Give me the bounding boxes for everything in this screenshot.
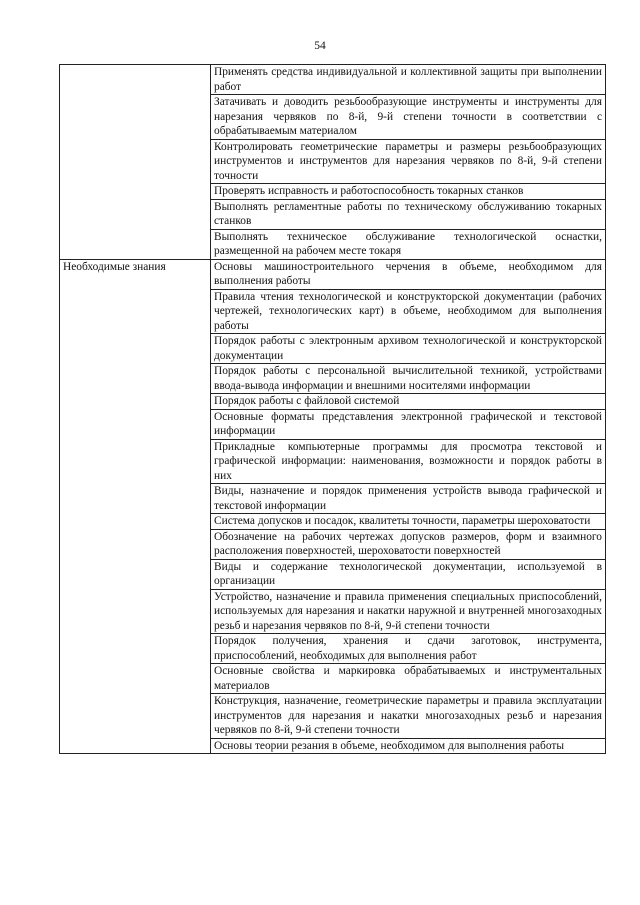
- page-number: 54: [314, 40, 326, 52]
- table-row: [60, 259, 606, 289]
- table-cell: Виды, назначение и порядок применения устройств вывода графической и текстовой информации: [211, 484, 606, 514]
- group-label-knowledge: Необходимые знания: [60, 259, 211, 754]
- table-cell: Контролировать геометрические параметры и размеры резьбообразующих инструментов и инструментов для нарезания червяков по 8-й, 9-й степени точности: [211, 139, 606, 184]
- table-cell: Система допусков и посадок, квалитеты точности, параметры шероховатости: [211, 514, 606, 530]
- table-cell: Порядок работы с персональной вычислительной техникой, устройствами ввода-вывода информации и внешними носителями информации: [211, 364, 606, 394]
- table-cell: Устройство, назначение и правила применения специальных приспособлений, используемых для нарезания и накатки наружной и внутренней многозаходных резьб и нарезания червяков по 8-й, 9-й степени точности: [211, 589, 606, 634]
- table-cell: Основные свойства и маркировка обрабатываемых и инструментальных материалов: [211, 664, 606, 694]
- table-cell: Основные форматы представления электронной графической и текстовой информации: [211, 409, 606, 439]
- table-row: [60, 65, 606, 95]
- requirements-table: [59, 64, 606, 754]
- table-cell: Порядок работы с файловой системой: [211, 394, 606, 410]
- table-cell: Применять средства индивидуальной и коллективной защиты при выполнении работ: [211, 65, 606, 95]
- table-cell: Выполнять техническое обслуживание технологической оснастки, размещенной на рабочем месте токаря: [211, 229, 606, 259]
- table-cell: Основы машиностроительного черчения в объеме, необходимом для выполнения работы: [211, 259, 606, 289]
- table-cell: Выполнять регламентные работы по техническому обслуживанию токарных станков: [211, 199, 606, 229]
- table-cell: Проверять исправность и работоспособность токарных станков: [211, 184, 606, 200]
- table-cell: Правила чтения технологической и конструкторской документации (рабочих чертежей, технологических карт) в объеме, необходимом для выполнения работы: [211, 289, 606, 334]
- table-cell: Виды и содержание технологической документации, используемой в организации: [211, 559, 606, 589]
- table-cell: Основы теории резания в объеме, необходимом для выполнения работы: [211, 738, 606, 754]
- group-label-empty: [60, 65, 211, 260]
- table-cell: Порядок получения, хранения и сдачи заготовок, инструмента, приспособлений, необходимых для выполнения работ: [211, 634, 606, 664]
- table-cell: Конструкция, назначение, геометрические параметры и правила эксплуатации инструментов для нарезания и накатки многозаходных резьб и нарезания червяков по 8-й, 9-й степени точности: [211, 694, 606, 739]
- table-cell: Затачивать и доводить резьбообразующие инструменты и инструменты для нарезания червяков по 8-й, 9-й степени точности в соответствии с обрабатываемым материалом: [211, 95, 606, 140]
- table-cell: Прикладные компьютерные программы для просмотра текстовой и графической информации: наименования, возможности и порядок работы в них: [211, 439, 606, 484]
- table-cell: Обозначение на рабочих чертежах допусков размеров, форм и взаимного расположения поверхностей, шероховатости поверхностей: [211, 529, 606, 559]
- table-cell: Порядок работы с электронным архивом технологической и конструкторской документации: [211, 334, 606, 364]
